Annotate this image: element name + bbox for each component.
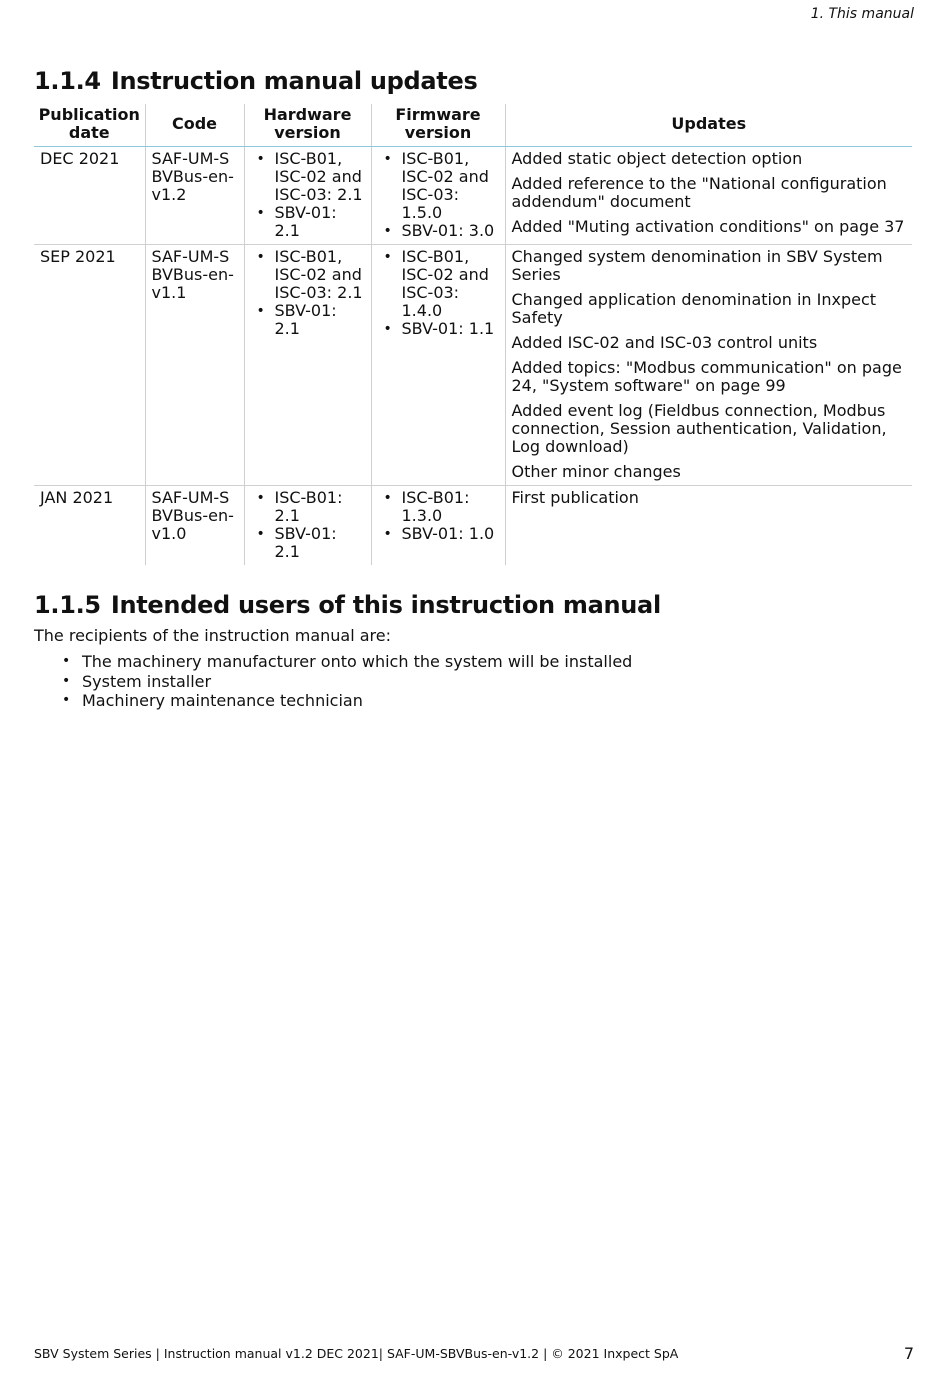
update-entry: Added static object detection option [511,149,803,168]
update-entry: Changed application denomination in Inxpect Safety [511,290,877,327]
hardware-version-item: • ISC-B01, ISC-02 and ISC-03: 2.1 [275,248,367,302]
column-header-updates: Updates [505,104,912,147]
update-entry: Added "Muting activation conditions" on page 37 [511,217,905,236]
column-header-firmware-version: Firmware version [371,104,505,147]
list-item: • The machinery manufacturer onto which the system will be installed [82,652,912,672]
section-intended-users [34,590,912,711]
firmware-version-item: • ISC-B01: 1.3.0 [402,489,501,525]
section-number: 1.1.5 [34,591,101,619]
publication-date-cell: SEP 2021 [34,245,145,486]
intended-users-list [34,652,912,711]
page-number: 7 [903,1344,914,1363]
update-entry: Added ISC-02 and ISC-03 control units [511,333,818,352]
firmware-version-item: • SBV-01: 1.1 [402,320,501,338]
column-header-hardware-version: Hardware version [244,104,371,147]
publication-date-cell: DEC 2021 [40,149,120,168]
section-instruction-manual-updates [34,66,912,565]
hardware-version-item: • ISC-B01, ISC-02 and ISC-03: 2.1 [275,150,367,204]
firmware-version-item: • SBV-01: 3.0 [402,222,501,240]
section-title: Instruction manual updates [110,67,478,95]
code-cell: SAF-UM-SBVBus-en-v1.0 [145,486,244,566]
hardware-version-item: • SBV-01: 2.1 [275,204,367,240]
firmware-version-cell [371,147,505,245]
hardware-version-item: • SBV-01: 2.1 [275,525,367,561]
update-entry: Added reference to the "National configuration addendum" document [511,174,887,211]
update-entry: Added event log (Fieldbus connection, Modbus connection, Session authentication, Validation, Log download) [511,401,887,456]
column-header-publication-date: Publication date [34,104,145,147]
table-header-row [34,104,912,147]
running-head: 1. This manual [810,6,914,22]
list-item: • System installer [82,672,912,692]
section-title: Intended users of this instruction manual [110,591,661,619]
table-row [34,486,912,566]
section-heading [34,66,912,96]
hardware-version-cell [244,486,371,566]
section-heading [34,590,912,620]
hardware-version-item: • ISC-B01: 2.1 [275,489,367,525]
table-row [34,147,912,245]
firmware-version-item: • ISC-B01, ISC-02 and ISC-03: 1.4.0 [402,248,501,320]
updates-cell [505,486,912,566]
code-cell: SAF-UM-SBVBus-en-v1.2 [145,147,244,245]
hardware-version-item: • SBV-01: 2.1 [275,302,367,338]
code-cell: SAF-UM-SBVBus-en-v1.1 [145,245,244,486]
update-entry: Changed system denomination in SBV System Series [511,247,883,284]
list-item: • Machinery maintenance technician [82,691,912,711]
updates-cell [505,245,912,486]
update-entry: Added topics: "Modbus communication" on page 24, "System software" on page 99 [511,358,902,395]
hardware-version-cell [244,147,371,245]
firmware-version-cell [371,245,505,486]
update-entry: First publication [511,488,639,507]
intro-paragraph: The recipients of the instruction manual are: [34,626,392,645]
hardware-version-cell [244,245,371,486]
publication-date-cell: JAN 2021 [34,486,145,566]
update-entry: Other minor changes [511,462,681,481]
table-row [34,245,912,486]
firmware-version-item: • ISC-B01, ISC-02 and ISC-03: 1.5.0 [402,150,501,222]
firmware-version-item: • SBV-01: 1.0 [402,525,501,543]
page-footer: SBV System Series | Instruction manual v1.2 DEC 2021| SAF-UM-SBVBus-en-v1.2 | © 2021 Inxpect SpA [34,1346,679,1361]
column-header-code: Code [145,104,244,147]
section-number: 1.1.4 [34,67,101,95]
firmware-version-cell [371,486,505,566]
updates-cell [505,147,912,245]
updates-table [34,104,912,565]
